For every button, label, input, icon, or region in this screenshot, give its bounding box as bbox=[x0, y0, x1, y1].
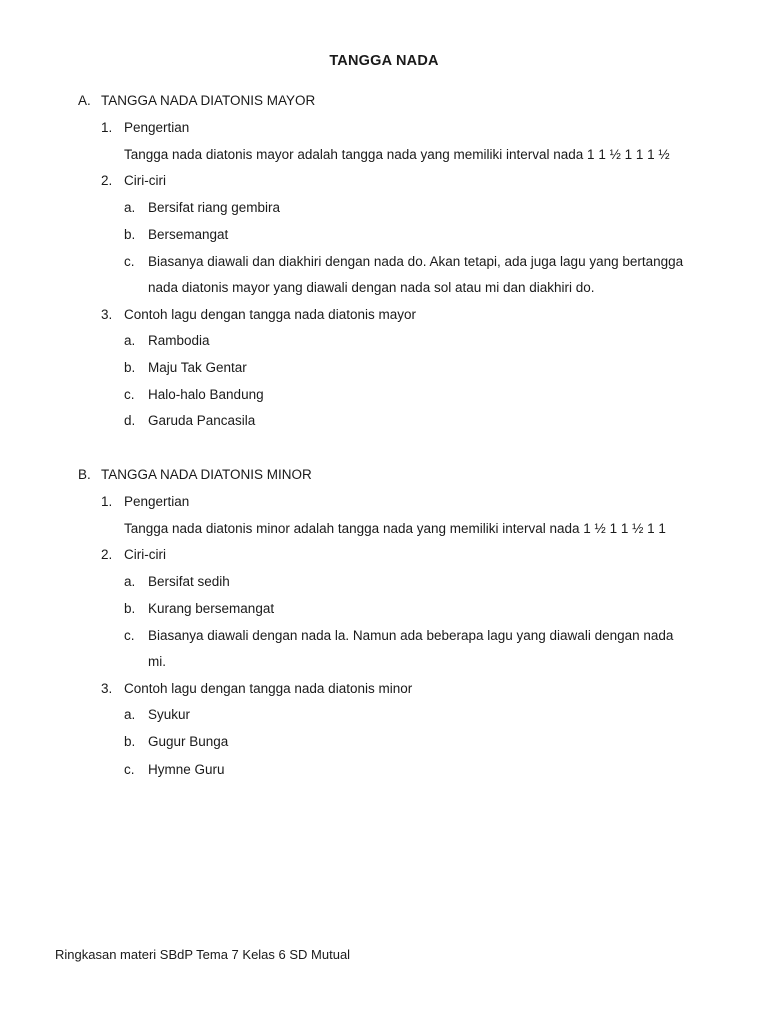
list-item: Kurang bersemangat bbox=[148, 601, 275, 616]
list-item-marker: b. bbox=[124, 360, 136, 375]
list-item-marker: c. bbox=[124, 762, 135, 777]
section-a-item1-marker: 1. bbox=[101, 120, 113, 135]
section-b-heading: TANGGA NADA DIATONIS MINOR bbox=[101, 467, 312, 482]
page-title: TANGGA NADA bbox=[329, 53, 439, 69]
list-item: Hymne Guru bbox=[148, 762, 225, 777]
list-item: Rambodia bbox=[148, 333, 210, 348]
list-item: Garuda Pancasila bbox=[148, 413, 256, 428]
list-item-marker: a. bbox=[124, 200, 136, 215]
list-item-marker: d. bbox=[124, 413, 136, 428]
list-item-marker: a. bbox=[124, 707, 136, 722]
section-a-heading: TANGGA NADA DIATONIS MAYOR bbox=[101, 93, 316, 108]
section-b-item1-label: Pengertian bbox=[124, 494, 190, 509]
list-item: Halo-halo Bandung bbox=[148, 387, 264, 402]
section-a-item2-marker: 2. bbox=[101, 173, 113, 188]
section-b-item1-marker: 1. bbox=[101, 494, 113, 509]
list-item-marker: c. bbox=[124, 387, 135, 402]
list-item-marker: b. bbox=[124, 227, 136, 242]
list-item: Bersemangat bbox=[148, 227, 229, 242]
list-item-marker: c. bbox=[124, 254, 135, 269]
section-b-item2-marker: 2. bbox=[101, 547, 113, 562]
list-item-marker: a. bbox=[124, 574, 136, 589]
list-item: Maju Tak Gentar bbox=[148, 360, 247, 375]
section-a-item3-label: Contoh lagu dengan tangga nada diatonis mayor bbox=[124, 307, 416, 322]
section-a-marker: A. bbox=[78, 93, 91, 108]
page-footer: Ringkasan materi SBdP Tema 7 Kelas 6 SD Mutual bbox=[55, 947, 351, 962]
list-item: Bersifat riang gembira bbox=[148, 200, 281, 215]
section-a-item1-text: Tangga nada diatonis mayor adalah tangga nada yang memiliki interval nada 1 1 ½ 1 1 1 ½ bbox=[124, 147, 670, 162]
list-item-continuation: mi. bbox=[148, 654, 166, 669]
list-item-continuation: nada diatonis mayor yang diawali dengan nada sol atau mi dan diakhiri do. bbox=[148, 280, 595, 295]
list-item-marker: c. bbox=[124, 628, 135, 643]
section-b-item1-text: Tangga nada diatonis minor adalah tangga nada yang memiliki interval nada 1 ½ 1 1 ½ 1 1 bbox=[124, 521, 666, 536]
section-b-marker: B. bbox=[78, 467, 91, 482]
section-b-item3-label: Contoh lagu dengan tangga nada diatonis minor bbox=[124, 681, 413, 696]
list-item-marker: b. bbox=[124, 734, 136, 749]
section-b-item3-marker: 3. bbox=[101, 681, 113, 696]
list-item-marker: b. bbox=[124, 601, 136, 616]
section-a-item1-label: Pengertian bbox=[124, 120, 190, 135]
list-item-marker: a. bbox=[124, 333, 136, 348]
list-item: Biasanya diawali dan diakhiri dengan nada do. Akan tetapi, ada juga lagu yang bertangga bbox=[148, 254, 684, 269]
list-item: Gugur Bunga bbox=[148, 734, 229, 749]
section-a-item3-marker: 3. bbox=[101, 307, 113, 322]
section-a-item2-label: Ciri-ciri bbox=[124, 173, 166, 188]
list-item: Syukur bbox=[148, 707, 191, 722]
list-item: Biasanya diawali dengan nada la. Namun ada beberapa lagu yang diawali dengan nada bbox=[148, 628, 674, 643]
section-b-item2-label: Ciri-ciri bbox=[124, 547, 166, 562]
list-item: Bersifat sedih bbox=[148, 574, 230, 589]
